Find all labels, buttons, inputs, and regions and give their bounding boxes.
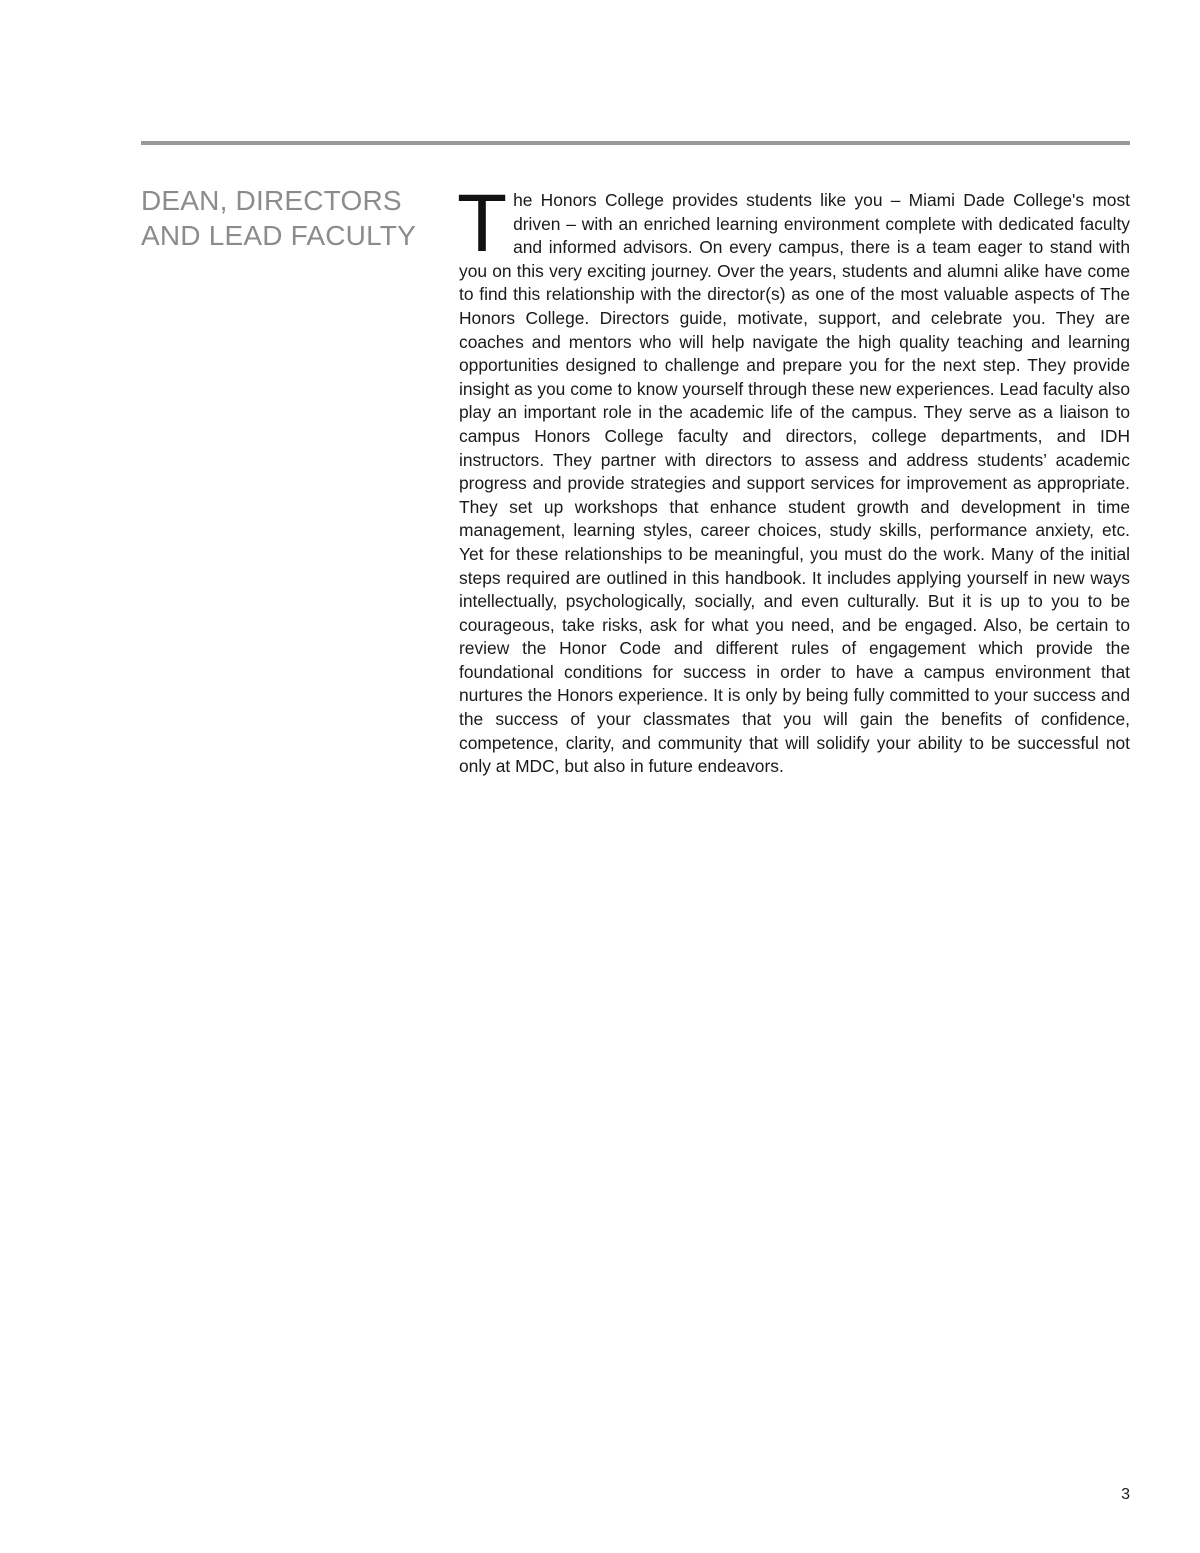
section-heading-line-1: DEAN, DIRECTORS xyxy=(141,185,402,216)
section-heading xyxy=(141,183,441,253)
top-divider-rule xyxy=(141,141,1130,145)
section-heading-line-2: AND LEAD FACULTY xyxy=(141,220,416,251)
body-paragraph xyxy=(457,178,1130,779)
page-number: 3 xyxy=(1121,1486,1130,1503)
drop-cap-letter: T xyxy=(457,178,508,269)
body-paragraph-text: he Honors College provides students like you – Miami Dade College's most driven – with an enriched learning environment complete with dedicated faculty and informed advisors. On every campus, there is a team eager to stand with you on this very exciting journey. Over the years, students and alumni alike have come to find this relationship with the director(s) as one of the most valuable aspects of The Honors College. Directors guide, motivate, support, and celebrate you. They are coaches and mentors who will help navigate the high quality teaching and learning opportunities designed to challenge and prepare you for the next step. They provide insight as you come to know yourself through these new experiences. Lead faculty also play an important role in the academic life of the campus. They serve as a liaison to campus Honors College faculty and directors, college departments, and IDH instructors. They partner with directors to assess and address students’ academic progress and provide strategies and support services for improvement as appropriate. They set up workshops that enhance student growth and development in time management, learning styles, career choices, study skills, performance anxiety, etc. Yet for these relationships to be meaningful, you must do the work. Many of the initial steps required are outlined in this handbook. It includes applying yourself in new ways intellectually, psychologically, socially, and even culturally. But it is up to you to be courageous, take risks, ask for what you need, and be engaged. Also, be certain to review the Honor Code and different rules of engagement which provide the foundational conditions for success in order to have a campus environment that nurtures the Honors experience. It is only by being fully committed to your success and the success of your classmates that you will gain the benefits of confidence, competence, clarity, and community that will solidify your ability to be successful not only at MDC, but also in future endeavors. xyxy=(459,190,1130,777)
